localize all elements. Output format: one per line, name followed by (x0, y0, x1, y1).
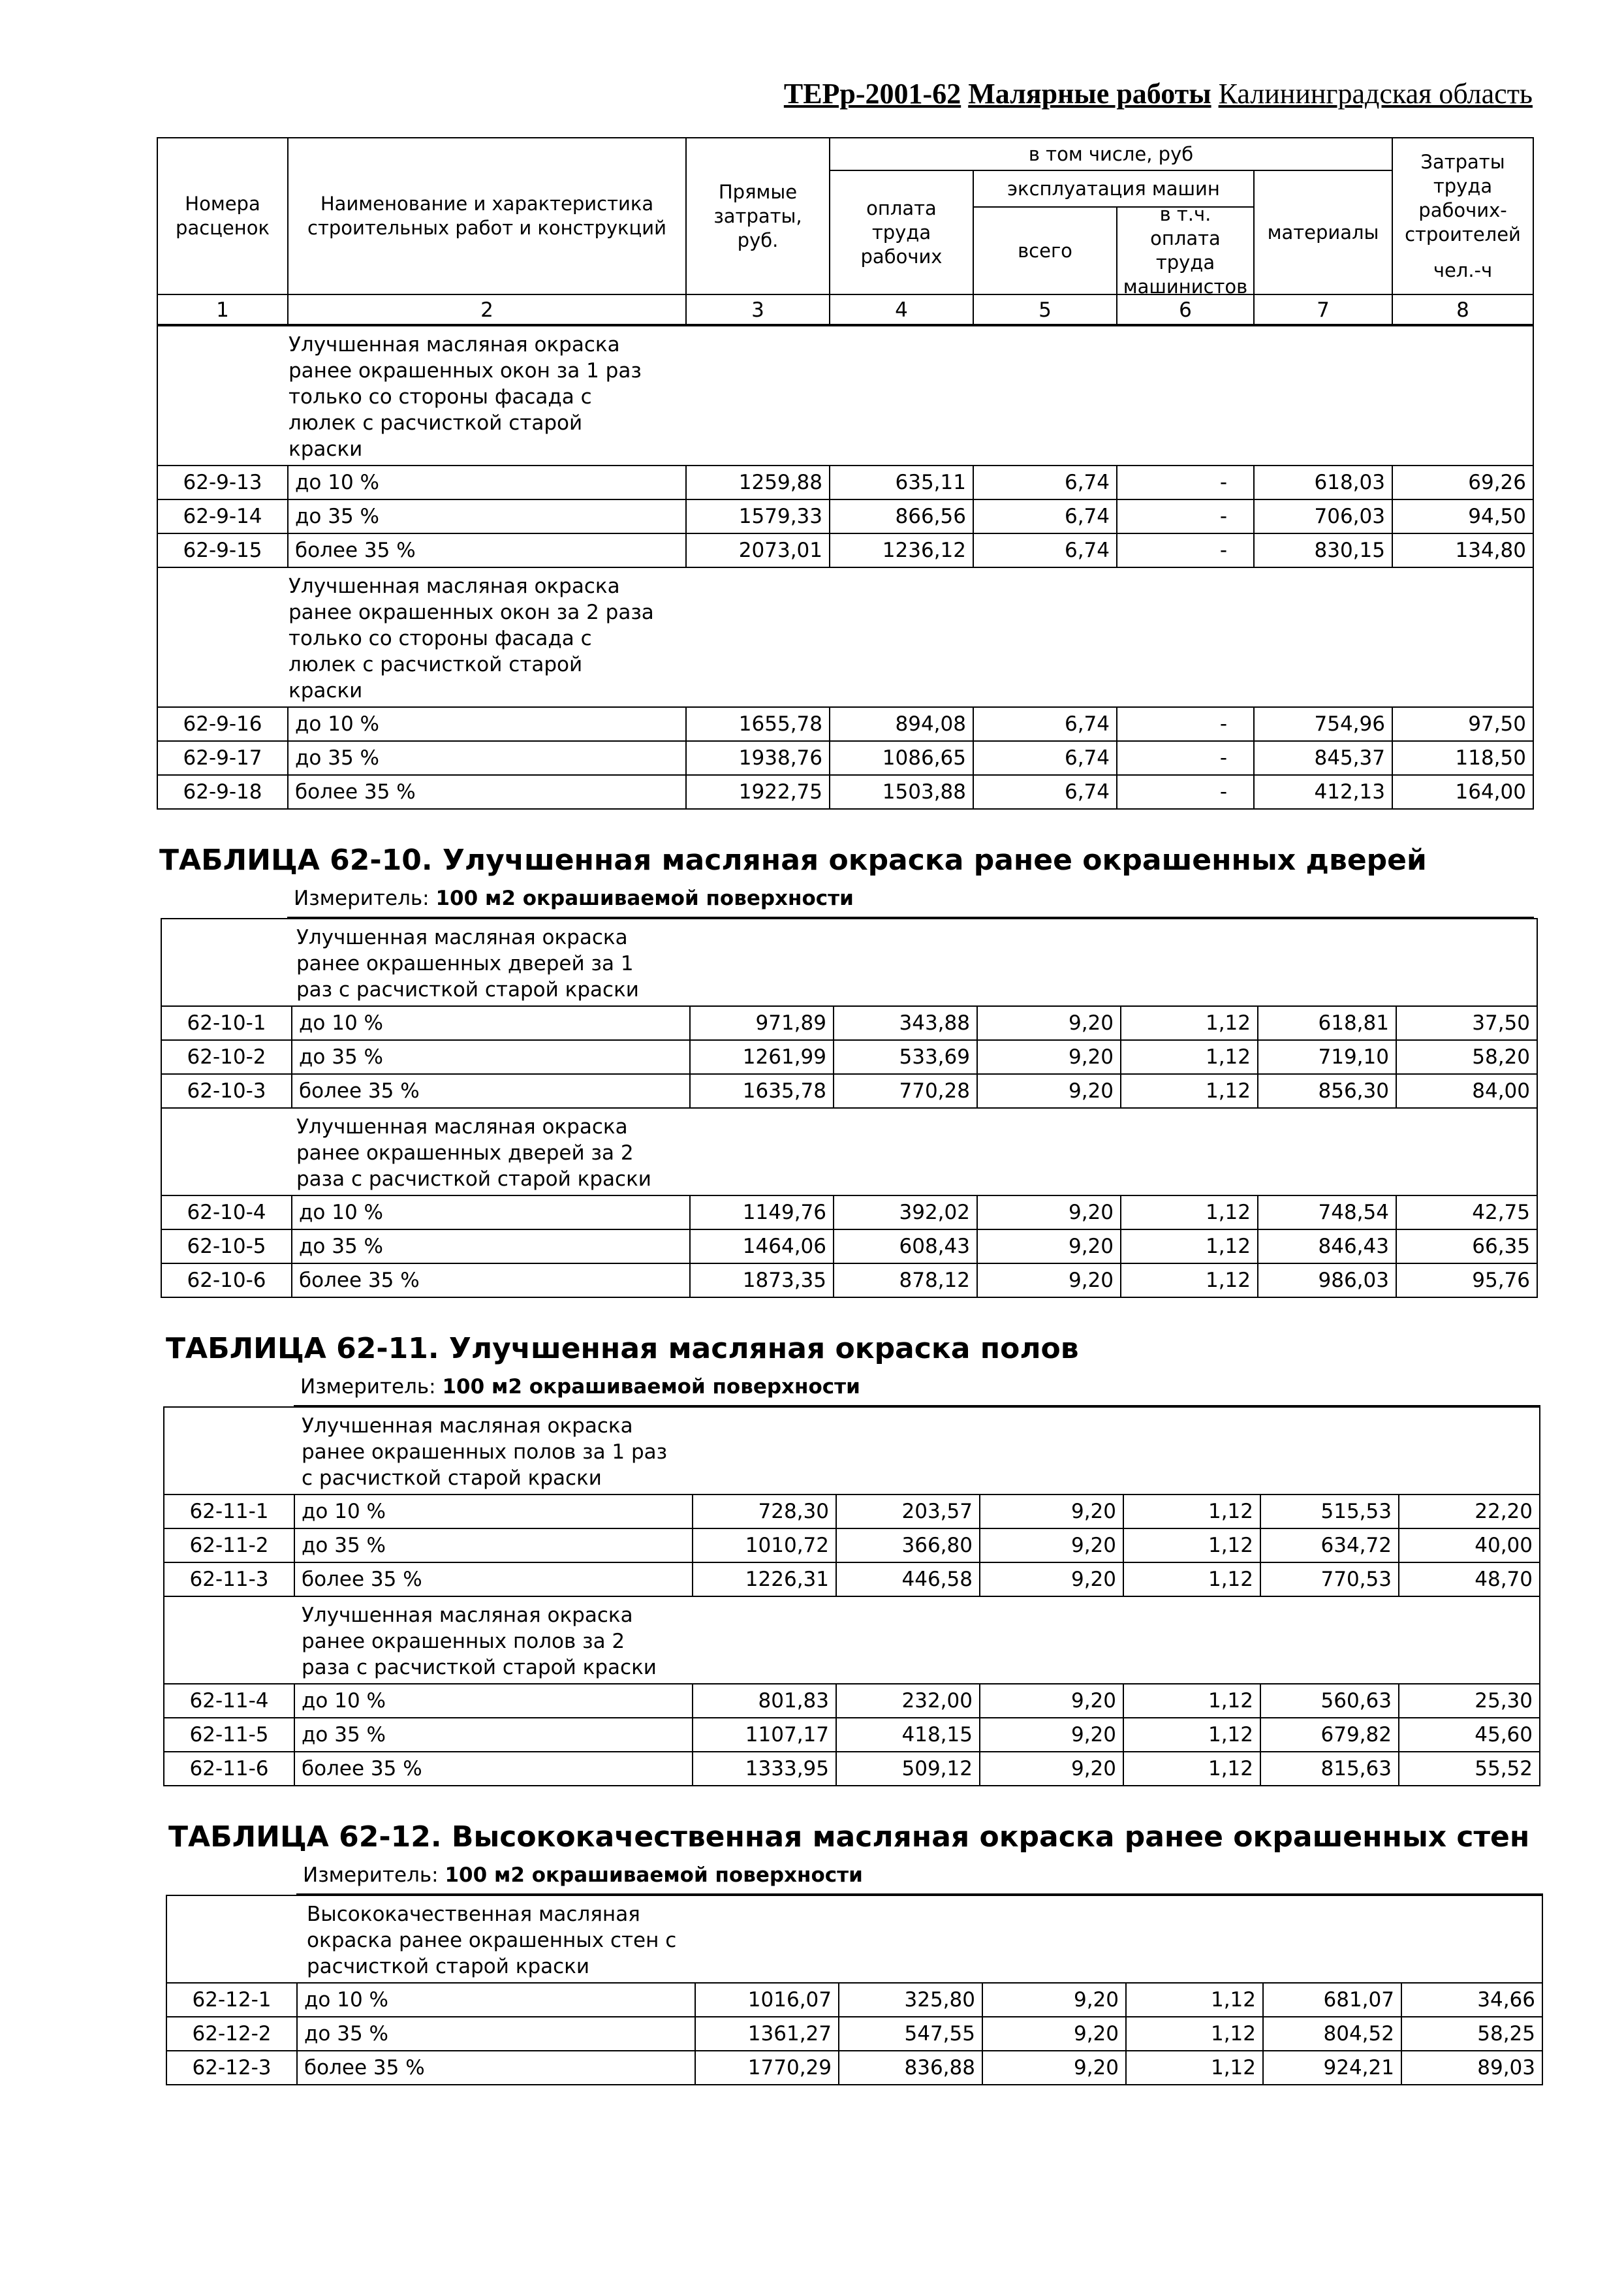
cell-mach: 9,20 (980, 1563, 1124, 1596)
cell-mach_wage: - (1117, 776, 1255, 808)
cell-labor: 48,70 (1475, 1568, 1533, 1591)
table-row (158, 465, 1533, 499)
cell-labor: 22,20 (1475, 1500, 1533, 1523)
cell-direct: 1010,72 (693, 1529, 837, 1562)
cell-wage: 533,69 (834, 1041, 978, 1073)
cell-direct: 1635,78 (691, 1075, 834, 1107)
description-line: только со стороны фасада с (289, 385, 592, 409)
cell-name: до 10 % (289, 466, 687, 499)
cell-mat: 560,63 (1261, 1684, 1399, 1717)
description-line: с расчисткой старой краски (302, 1466, 602, 1490)
cell-name: до 35 % (292, 1041, 691, 1073)
cell-mach_wage: 1,12 (1124, 1684, 1261, 1717)
table-row (162, 1005, 1537, 1039)
cell-mat: 681,07 (1264, 1984, 1402, 2016)
table-row (158, 533, 1533, 567)
cell-code: 62-11-6 (164, 1752, 295, 1785)
cell-labor: 134,80 (1455, 539, 1526, 562)
cell-labor: 55,52 (1475, 1757, 1533, 1780)
cell-direct: 1938,76 (687, 742, 830, 774)
cell-mach: 9,20 (980, 1529, 1124, 1562)
group-description (158, 567, 1533, 706)
cell-code: 62-11-3 (164, 1563, 295, 1596)
group-description (162, 1107, 1537, 1195)
measure-unit-t12 (303, 1863, 863, 1887)
cell-mach: 9,20 (978, 1007, 1121, 1039)
description-line: Улучшенная масляная окраска (289, 333, 620, 356)
column-number-4: 4 (830, 295, 974, 325)
table-row (167, 2016, 1542, 2050)
measure-unit-t10 (294, 887, 854, 910)
cell-labor: 58,20 (1472, 1045, 1530, 1069)
table-row (162, 1039, 1537, 1073)
description-line: Улучшенная масляная окраска (302, 1414, 633, 1438)
cell-mat: 770,53 (1261, 1563, 1399, 1596)
group-description (164, 1406, 1539, 1494)
cell-code: 62-9-13 (158, 466, 289, 499)
cell-mach: 9,20 (980, 1684, 1124, 1717)
cell-direct: 1464,06 (691, 1230, 834, 1263)
cell-labor: 66,35 (1472, 1235, 1530, 1258)
cell-wage: 418,15 (837, 1718, 980, 1751)
cell-labor: 97,50 (1468, 712, 1526, 736)
cell-code: 62-12-1 (167, 1984, 298, 2016)
header-region: Калининградская область (1218, 78, 1533, 110)
cell-wage: 509,12 (837, 1752, 980, 1785)
column-number-1: 1 (158, 295, 289, 325)
table-title-t12: ТАБЛИЦА 62-12. Высококачественная масляная окраска ранее окрашенных стен (168, 1820, 1530, 1854)
cell-name: до 35 % (292, 1230, 691, 1263)
table-row (158, 774, 1533, 808)
table-block-t10 (161, 918, 1538, 1298)
cell-wage: 770,28 (834, 1075, 978, 1107)
cell-mach: 9,20 (980, 1752, 1124, 1785)
cell-labor: 84,00 (1472, 1079, 1530, 1103)
cell-direct: 1770,29 (696, 2051, 839, 2084)
cell-name: до 10 % (289, 708, 687, 740)
column-number-6: 6 (1117, 295, 1255, 325)
cell-code: 62-10-5 (162, 1230, 292, 1263)
description-line: ранее окрашенных окон за 1 раз (289, 359, 642, 383)
cell-wage: 392,02 (834, 1196, 978, 1229)
measure-value: 100 м2 окрашиваемой поверхности (442, 1375, 860, 1399)
cell-code: 62-11-4 (164, 1684, 295, 1717)
column-number-7: 7 (1255, 295, 1393, 325)
description-line: только со стороны фасада с (289, 627, 592, 650)
cell-labor: 94,50 (1468, 505, 1526, 528)
table-row (162, 1073, 1537, 1107)
cell-direct: 1361,27 (696, 2017, 839, 2050)
cell-labor: 37,50 (1472, 1011, 1530, 1035)
cell-name: до 10 % (295, 1684, 693, 1717)
cell-code: 62-9-14 (158, 500, 289, 533)
cell-wage: 1086,65 (830, 742, 974, 774)
cell-mach: 6,74 (974, 708, 1117, 740)
cell-mach_wage: 1,12 (1121, 1230, 1258, 1263)
cell-labor: 69,26 (1468, 471, 1526, 494)
cell-wage: 635,11 (830, 466, 974, 499)
cell-name: более 35 % (295, 1752, 693, 1785)
cell-mach_wage: 1,12 (1121, 1264, 1258, 1297)
column-header (157, 137, 1534, 325)
col-labor-unit: чел.-ч (1433, 259, 1493, 281)
cell-code: 62-9-15 (158, 534, 289, 567)
measure-unit-t11 (300, 1375, 860, 1399)
cell-mach: 9,20 (978, 1041, 1121, 1073)
cell-labor: 42,75 (1472, 1201, 1530, 1224)
col-name: Наименование и характеристика строительных работ и конструкций (289, 138, 687, 295)
cell-mach: 6,74 (974, 534, 1117, 567)
cell-name: до 10 % (298, 1984, 696, 2016)
cell-mach: 9,20 (983, 2051, 1127, 2084)
cell-mach_wage: 1,12 (1121, 1007, 1258, 1039)
cell-name: до 10 % (292, 1007, 691, 1039)
cell-direct: 1922,75 (687, 776, 830, 808)
cell-code: 62-9-17 (158, 742, 289, 774)
measure-label: Измеритель: (300, 1375, 443, 1399)
description-line: расчисткой старой краски (307, 1955, 590, 1978)
cell-mat: 719,10 (1258, 1041, 1397, 1073)
cell-mach_wage: 1,12 (1121, 1041, 1258, 1073)
table-row (164, 1717, 1539, 1751)
measure-value: 100 м2 окрашиваемой поверхности (435, 887, 854, 910)
measure-label: Измеритель: (294, 887, 436, 910)
cell-wage: 325,80 (839, 1984, 983, 2016)
col-incl: в том числе, руб (830, 138, 1393, 171)
col-mach-total: всего (974, 208, 1117, 295)
cell-wage: 203,57 (837, 1495, 980, 1528)
table-row (164, 1494, 1539, 1528)
description-line: ранее окрашенных дверей за 1 (296, 952, 634, 975)
cell-mach: 9,20 (978, 1075, 1121, 1107)
cell-wage: 366,80 (837, 1529, 980, 1562)
table-row (158, 499, 1533, 533)
description-line: ранее окрашенных полов за 2 (302, 1630, 625, 1653)
cell-mach_wage: - (1117, 500, 1255, 533)
cell-mach: 9,20 (980, 1718, 1124, 1751)
cell-mat: 856,30 (1258, 1075, 1397, 1107)
cell-mat: 679,82 (1261, 1718, 1399, 1751)
cell-code: 62-11-2 (164, 1529, 295, 1562)
table-title-t10: ТАБЛИЦА 62-10. Улучшенная масляная окраска ранее окрашенных дверей (159, 844, 1427, 877)
cell-mach_wage: 1,12 (1127, 1984, 1264, 2016)
group-description (158, 325, 1533, 465)
table-row (167, 2050, 1542, 2084)
cell-labor: 95,76 (1472, 1269, 1530, 1292)
cell-direct: 728,30 (693, 1495, 837, 1528)
description-line: Улучшенная масляная окраска (289, 575, 620, 598)
col-labor-label: Затраты труда рабочих-строителей (1405, 150, 1521, 245)
measure-value: 100 м2 окрашиваемой поверхности (445, 1863, 863, 1887)
cell-wage: 343,88 (834, 1007, 978, 1039)
cell-name: до 35 % (295, 1718, 693, 1751)
cell-direct: 2073,01 (687, 534, 830, 567)
cell-wage: 1503,88 (830, 776, 974, 808)
cell-mach: 6,74 (974, 742, 1117, 774)
cell-direct: 1261,99 (691, 1041, 834, 1073)
page-header (784, 77, 1533, 110)
cell-wage: 894,08 (830, 708, 974, 740)
description-line: Улучшенная масляная окраска (302, 1604, 633, 1627)
cell-wage: 866,56 (830, 500, 974, 533)
cell-mat: 986,03 (1258, 1264, 1397, 1297)
cell-direct: 971,89 (691, 1007, 834, 1039)
col-machines: эксплуатация машин (974, 171, 1255, 208)
cell-mat: 846,43 (1258, 1230, 1397, 1263)
cell-wage: 608,43 (834, 1230, 978, 1263)
cell-mach: 9,20 (978, 1264, 1121, 1297)
table-block-t9 (157, 325, 1534, 810)
cell-name: более 35 % (295, 1563, 693, 1596)
table-row (167, 1982, 1542, 2016)
description-line: люлек с расчисткой старой (289, 411, 583, 435)
cell-name: более 35 % (298, 2051, 696, 2084)
cell-direct: 1016,07 (696, 1984, 839, 2016)
cell-mach_wage: 1,12 (1127, 2051, 1264, 2084)
col-labor (1393, 138, 1533, 295)
cell-labor: 164,00 (1455, 780, 1526, 804)
cell-mach_wage: - (1117, 708, 1255, 740)
cell-name: до 35 % (289, 742, 687, 774)
table-row (158, 740, 1533, 774)
column-number-5: 5 (974, 295, 1117, 325)
cell-direct: 1226,31 (693, 1563, 837, 1596)
cell-code: 62-12-2 (167, 2017, 298, 2050)
description-line: краски (289, 679, 363, 703)
description-line: ранее окрашенных дверей за 2 (296, 1141, 634, 1165)
table-row (164, 1562, 1539, 1596)
cell-code: 62-11-5 (164, 1718, 295, 1751)
cell-mach: 6,74 (974, 466, 1117, 499)
cell-mach: 6,74 (974, 500, 1117, 533)
cell-wage: 1236,12 (830, 534, 974, 567)
cell-labor: 34,66 (1477, 1988, 1535, 2012)
cell-direct: 1579,33 (687, 500, 830, 533)
table-row (162, 1195, 1537, 1229)
cell-mach_wage: - (1117, 466, 1255, 499)
column-number-8: 8 (1456, 298, 1469, 322)
cell-mat: 412,13 (1255, 776, 1393, 808)
cell-name: более 35 % (292, 1075, 691, 1107)
cell-name: до 35 % (289, 500, 687, 533)
cell-mat: 924,21 (1264, 2051, 1402, 2084)
cell-wage: 836,88 (839, 2051, 983, 2084)
table-row (164, 1528, 1539, 1562)
table-block-t11 (163, 1406, 1540, 1786)
cell-labor: 40,00 (1475, 1534, 1533, 1557)
cell-name: до 35 % (295, 1529, 693, 1562)
measure-label: Измеритель: (303, 1863, 445, 1887)
description-line: окраска ранее окрашенных стен с (307, 1929, 677, 1952)
header-code: ТЕРр-2001-62 (783, 78, 961, 110)
description-line: раза с расчисткой старой краски (296, 1167, 651, 1191)
cell-mat: 618,03 (1255, 466, 1393, 499)
cell-direct: 1873,35 (691, 1264, 834, 1297)
description-line: люлек с расчисткой старой (289, 653, 583, 676)
cell-code: 62-10-4 (162, 1196, 292, 1229)
cell-wage: 878,12 (834, 1264, 978, 1297)
group-description (167, 1895, 1542, 1982)
cell-direct: 1655,78 (687, 708, 830, 740)
table-row (164, 1683, 1539, 1717)
col-wage: оплата труда рабочих (830, 171, 974, 295)
cell-code: 62-9-16 (158, 708, 289, 740)
cell-name: до 10 % (292, 1196, 691, 1229)
cell-labor: 118,50 (1455, 746, 1526, 770)
description-line: раза с расчисткой старой краски (302, 1656, 657, 1679)
cell-mat: 830,15 (1255, 534, 1393, 567)
cell-mach: 9,20 (978, 1230, 1121, 1263)
cell-wage: 547,55 (839, 2017, 983, 2050)
column-number-3: 3 (687, 295, 830, 325)
cell-mat: 815,63 (1261, 1752, 1399, 1785)
col-materials: материалы (1255, 171, 1393, 295)
cell-direct: 1107,17 (693, 1718, 837, 1751)
description-line: раз с расчисткой старой краски (296, 978, 639, 1002)
col-direct: Прямые затраты, руб. (687, 138, 830, 295)
cell-name: более 35 % (289, 776, 687, 808)
cell-mach_wage: 1,12 (1124, 1718, 1261, 1751)
cell-code: 62-10-2 (162, 1041, 292, 1073)
cell-code: 62-10-1 (162, 1007, 292, 1039)
description-line: краски (289, 437, 363, 461)
description-line: Высококачественная масляная (307, 1903, 640, 1926)
description-line: Улучшенная масляная окраска (296, 926, 628, 949)
cell-mat: 618,81 (1258, 1007, 1397, 1039)
cell-labor: 45,60 (1475, 1723, 1533, 1747)
cell-direct: 1149,76 (691, 1196, 834, 1229)
table-row (164, 1751, 1539, 1785)
description-line: ранее окрашенных окон за 2 раза (289, 601, 654, 624)
cell-code: 62-10-3 (162, 1075, 292, 1107)
cell-name: более 35 % (289, 534, 687, 567)
cell-mach_wage: 1,12 (1124, 1752, 1261, 1785)
cell-name: более 35 % (292, 1264, 691, 1297)
table-title-t11: ТАБЛИЦА 62-11. Улучшенная масляная окраска полов (166, 1332, 1079, 1365)
cell-labor: 89,03 (1477, 2056, 1535, 2080)
cell-code: 62-9-18 (158, 776, 289, 808)
cell-mach: 9,20 (983, 2017, 1127, 2050)
cell-mach: 6,74 (974, 776, 1117, 808)
cell-mach_wage: 1,12 (1121, 1075, 1258, 1107)
cell-direct: 801,83 (693, 1684, 837, 1717)
group-description (162, 918, 1537, 1005)
header-title: Малярные работы (968, 78, 1211, 110)
cell-mat: 845,37 (1255, 742, 1393, 774)
cell-direct: 1333,95 (693, 1752, 837, 1785)
cell-wage: 446,58 (837, 1563, 980, 1596)
cell-direct: 1259,88 (687, 466, 830, 499)
description-line: ранее окрашенных полов за 1 раз (302, 1440, 668, 1464)
cell-mach: 9,20 (983, 1984, 1127, 2016)
cell-mat: 754,96 (1255, 708, 1393, 740)
cell-code: 62-10-6 (162, 1264, 292, 1297)
cell-mach_wage: 1,12 (1124, 1495, 1261, 1528)
cell-name: до 35 % (298, 2017, 696, 2050)
cell-labor: 58,25 (1477, 2022, 1535, 2046)
cell-mach: 9,20 (980, 1495, 1124, 1528)
cell-mat: 515,53 (1261, 1495, 1399, 1528)
table-row (162, 1263, 1537, 1297)
cell-mach_wage: - (1117, 742, 1255, 774)
cell-mat: 804,52 (1264, 2017, 1402, 2050)
table-row (162, 1229, 1537, 1263)
cell-mach_wage: 1,12 (1121, 1196, 1258, 1229)
table-block-t12 (166, 1895, 1543, 2085)
cell-mach_wage: 1,12 (1124, 1529, 1261, 1562)
table-row (158, 706, 1533, 740)
group-description (164, 1596, 1539, 1683)
cell-code: 62-11-1 (164, 1495, 295, 1528)
cell-labor: 25,30 (1475, 1689, 1533, 1713)
col-codes: Номера расценок (158, 138, 289, 295)
description-line: Улучшенная масляная окраска (296, 1115, 628, 1139)
cell-mach_wage: - (1117, 534, 1255, 567)
cell-mach: 9,20 (978, 1196, 1121, 1229)
cell-mat: 748,54 (1258, 1196, 1397, 1229)
col-mach-wage: в т.ч. оплата труда машинистов (1117, 208, 1255, 295)
cell-mat: 706,03 (1255, 500, 1393, 533)
cell-mach_wage: 1,12 (1124, 1563, 1261, 1596)
cell-mat: 634,72 (1261, 1529, 1399, 1562)
cell-mach_wage: 1,12 (1127, 2017, 1264, 2050)
cell-name: до 10 % (295, 1495, 693, 1528)
cell-code: 62-12-3 (167, 2051, 298, 2084)
cell-wage: 232,00 (837, 1684, 980, 1717)
column-number-2: 2 (289, 295, 687, 325)
